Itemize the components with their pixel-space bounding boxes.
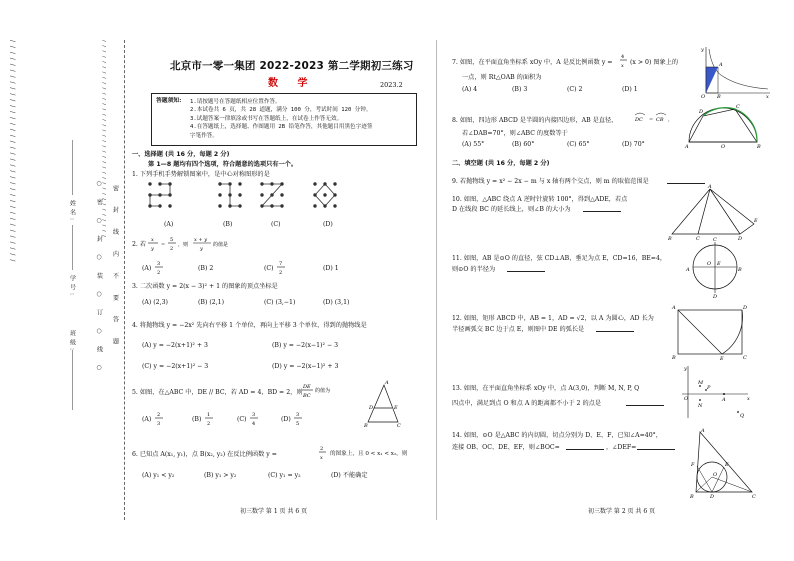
svg-text:4: 4 <box>252 421 256 427</box>
q2-fractions <box>148 234 258 256</box>
seal-text-2: 密 封 线 内 不 要 答 题 <box>111 185 119 352</box>
q3-option-b: (B) (2,1) <box>198 299 225 306</box>
name-label: 姓名: <box>68 200 76 224</box>
q4-option-b: (B) y = −2(x−1)² − 3 <box>272 342 339 349</box>
svg-text:DE: DE <box>303 384 311 390</box>
q2-text-post: 的值是 <box>213 242 229 248</box>
q10-rotation-figure <box>668 186 758 241</box>
q14-answer-blank-1 <box>566 444 604 450</box>
q12-line1: 12. 如图，矩形 ABCD 中，AB = 1，AD = √2，以 A 为圆心，AD 长为 <box>452 315 654 322</box>
svg-text:BC: BC <box>303 393 311 399</box>
svg-text:B: B <box>757 144 761 150</box>
q13-coordinate-figure <box>676 364 752 420</box>
q2-text-pre: 2. 若 <box>132 241 147 248</box>
class-line <box>72 350 73 410</box>
notice-head: 答题须知: <box>156 98 182 104</box>
svg-text:A: A <box>385 380 389 386</box>
q7-option-b: (B) 3 <box>512 86 528 93</box>
svg-text:1: 1 <box>207 412 211 418</box>
q6-text: 6. 已知点 A(x₁, y₁)，点 B(x₂, y₂) 在反比例函数 y = <box>132 451 277 458</box>
q14-line1: 14. 如图，⊙O 是△ABC 的内切圆，切点分别为 D、E、F，已知∠A=40°， <box>452 432 662 439</box>
q3-option-c: (C) (3,−1) <box>264 299 296 306</box>
svg-text:A: A <box>722 397 726 403</box>
q2-option-c-frac <box>277 259 289 277</box>
svg-text:O: O <box>701 94 706 100</box>
svg-text:x: x <box>766 94 769 100</box>
notice-rule: 2.本试卷共 6 页，共 28 道题，满分 100 分，考试时间 120 分钟。 <box>190 107 372 114</box>
q5-option-a-frac <box>155 410 167 428</box>
svg-text:DC: DC <box>635 117 643 123</box>
svg-text:3: 3 <box>252 412 256 418</box>
page-title: 北京市一零一集团 2022-2023 第二学期初三练习 <box>170 60 414 72</box>
q5-option-b-frac <box>205 410 217 428</box>
svg-text:7: 7 <box>279 261 283 267</box>
frac-den: y <box>200 246 203 252</box>
q13-answer-blank <box>626 400 664 406</box>
svg-text:，: ， <box>668 117 674 123</box>
q7-option-c: (C) 2 <box>567 86 583 93</box>
q6-option-a: (A) y₁ < y₂ <box>142 472 175 479</box>
q8-option-c: (C) 65° <box>567 141 590 148</box>
q8-option-d: (D) 70° <box>622 141 645 148</box>
svg-text:Q: Q <box>740 413 745 419</box>
q8-option-b: (B) 60° <box>512 141 535 148</box>
svg-text:A: A <box>701 428 705 434</box>
svg-text:B: B <box>717 94 721 100</box>
svg-text:C: C <box>736 104 740 110</box>
svg-text:N: N <box>698 403 703 409</box>
svg-text:B: B <box>672 355 676 361</box>
svg-text:B: B <box>738 267 742 273</box>
svg-text:C: C <box>696 236 700 242</box>
svg-text:y: y <box>701 47 704 53</box>
pattern-b <box>219 183 242 208</box>
svg-text:B: B <box>364 423 368 429</box>
q1-option-c: (C) <box>271 221 281 228</box>
footer-page-2: 初三数学 第 2 页 共 6 页 <box>588 508 656 515</box>
equals-sign: = <box>161 242 166 248</box>
name-line <box>72 140 73 195</box>
student-id-line <box>72 225 73 270</box>
footer-page-1: 初三数学 第 1 页 共 6 页 <box>240 508 308 515</box>
q2-option-a-label: (A) <box>142 265 152 272</box>
q2-option-b: (B) 2 <box>198 265 214 272</box>
frac-num: x <box>151 237 154 243</box>
svg-text:x: x <box>621 63 624 69</box>
q5-option-c-label: (C) <box>237 416 247 423</box>
svg-text:O: O <box>721 144 726 150</box>
pattern-d <box>314 183 337 208</box>
q8-option-a: (A) 55° <box>462 141 485 148</box>
svg-text:A: A <box>719 62 723 68</box>
q14-line2-mid: ，∠DEF= <box>606 444 637 451</box>
svg-text:2: 2 <box>320 446 324 452</box>
svg-text:A: A <box>672 305 676 311</box>
q11-circle-figure <box>676 237 746 300</box>
frac-num: 5 <box>170 237 174 243</box>
q4-option-a: (A) y = −2(x+1)² + 3 <box>142 342 208 349</box>
q5-option-d-label: (D) <box>281 416 291 423</box>
seal-text: ○ 密 ○ 封 ○ 装 ○ 订 ○ 线 ○ <box>95 180 103 377</box>
binding-margin <box>0 0 128 561</box>
class-label: 班级: <box>68 330 76 354</box>
notice-rule: 4.在答题纸上，选择题、作图题用 2B 铅笔作答，其他题目用黑色字迹签 <box>190 124 373 131</box>
svg-text:E: E <box>394 405 398 411</box>
svg-text:2: 2 <box>157 270 161 276</box>
svg-text:A: A <box>708 184 712 190</box>
frac-num: x + y <box>194 237 208 243</box>
slash-border-right: / / / / / / / / / / / / / / / / / / / / / / / / / / / / / / / / / / / / / / <box>100 40 107 238</box>
seal-dashed-line <box>124 40 125 520</box>
q1-option-a: (A) <box>164 221 174 228</box>
svg-text:3: 3 <box>157 421 161 427</box>
section2-title: 二、填空题 (共 16 分，每题 2 分) <box>452 160 550 167</box>
q1-option-d: (D) <box>323 221 333 228</box>
q11-answer-blank <box>507 266 545 272</box>
q9-text: 9. 若抛物线 y = x² − 2x − m 与 x 轴有两个交点，则 m 的取值范围是 <box>452 178 649 185</box>
page-divider <box>436 40 437 520</box>
q3-text: 3. 二次函数 y = 2(x − 3)² + 1 的图象的顶点坐标是 <box>132 283 278 290</box>
svg-text:P: P <box>707 385 711 391</box>
svg-text:的值为: 的值为 <box>315 388 331 394</box>
svg-text:E: E <box>720 356 724 362</box>
svg-text:B: B <box>668 236 672 242</box>
q4-option-d: (D) y = −2(x−1)² + 3 <box>272 363 339 370</box>
q5-option-a-label: (A) <box>142 416 152 423</box>
svg-text:CB: CB <box>656 117 664 123</box>
slash-border-left: / / / / / / / / / / / / / / / / / / / / / / / / / / / / / / / / / / / / / / <box>8 40 16 263</box>
svg-text:C: C <box>752 494 756 500</box>
q7-option-d: (D) 1 <box>622 86 638 93</box>
svg-text:3: 3 <box>157 261 161 267</box>
q3-option-a: (A) (2,3) <box>142 299 168 306</box>
frac-den: 2 <box>170 246 174 252</box>
svg-text:E: E <box>717 261 721 267</box>
svg-text:D: D <box>713 294 718 300</box>
q14-incircle-figure <box>690 428 760 498</box>
q6-option-b: (B) y₁ > y₂ <box>204 472 237 479</box>
q7-text: 7. 如图，在平面直角坐标系 xOy 中，A 是反比例函数 y = <box>452 59 613 66</box>
q5-option-d-frac <box>294 410 306 428</box>
q8-text: 8. 如图，四边形 ABCD 是半圆的内接四边形，AB 是直径， <box>452 117 618 124</box>
q7-text-post: (x > 0) 图象上的 <box>630 59 679 66</box>
notice-rule: 1.请按题号在答题纸相应位置作答。 <box>190 99 281 105</box>
frac-den: y <box>151 246 154 252</box>
pattern-a <box>149 183 172 208</box>
q5-option-b-label: (B) <box>192 416 202 423</box>
q5-text: 5. 如图，在△ABC 中，DE // BC，若 AD = 4，BD = 2，则 <box>132 389 303 396</box>
q10-line2: D 在线段 BC 的延长线上，则∠B 的大小为 <box>452 206 571 213</box>
q10-answer-blank <box>583 206 621 212</box>
pattern-c <box>261 183 284 208</box>
svg-text:M: M <box>698 380 704 386</box>
svg-text:D: D <box>738 236 743 242</box>
section1-intro: 第 1—8 题均有四个选项，符合题意的选项只有一个。 <box>148 161 298 168</box>
svg-text:O: O <box>713 472 718 478</box>
q8-arc-notation <box>634 110 684 124</box>
q9-answer-blank <box>667 178 705 184</box>
student-id-label: 学号: <box>68 275 76 299</box>
q5-fraction <box>302 382 342 400</box>
q1-dot-patterns <box>148 182 418 222</box>
svg-text:y: y <box>684 366 687 372</box>
q2-option-a-frac <box>155 259 167 277</box>
svg-text:2: 2 <box>279 270 283 276</box>
svg-text:C: C <box>397 423 401 429</box>
q2-option-d: (D) 1 <box>323 265 339 272</box>
svg-text:2: 2 <box>207 421 211 427</box>
svg-text:A: A <box>686 267 690 273</box>
q2-option-c-label: (C) <box>264 265 274 272</box>
svg-text:C: C <box>713 237 717 243</box>
q10-line1: 10. 如图，△ABC 绕点 A 逆时针旋转 100°，得到△ADE，若点 <box>452 196 628 203</box>
svg-text:F: F <box>691 462 695 468</box>
q12-answer-blank <box>596 326 634 332</box>
q6-option-c: (C) y₁ = y₂ <box>268 472 301 479</box>
q8-line2: 若∠DAB=70°，则∠ABC 的度数等于 <box>462 130 568 137</box>
svg-text:=: = <box>649 117 654 123</box>
q14-line2-pre: 连接 OB、OC、DE、EF，则∠BOC= <box>452 444 560 451</box>
svg-text:D: D <box>699 109 704 115</box>
q5-option-c-frac <box>250 410 262 428</box>
q11-line2: 则⊙O 的半径为 <box>452 266 496 273</box>
svg-text:D: D <box>369 405 374 411</box>
q8-semicircle-figure <box>685 104 763 148</box>
svg-text:O: O <box>707 261 712 267</box>
q6-option-d: (D) 不能确定 <box>331 472 368 479</box>
subject-title: 数 学 <box>268 78 316 89</box>
svg-text:B: B <box>690 494 694 500</box>
q4-option-c: (C) y = −2(x+1)² − 3 <box>142 363 209 370</box>
svg-text:x: x <box>320 455 323 461</box>
q13-line2: 四点中，满足到点 O 和点 A 的距离都不小于 2 的点是 <box>452 400 602 407</box>
notice-rule: 3.试题答案一律填涂或书写在答题纸上，在试卷上作答无效。 <box>190 115 343 122</box>
q1-text: 1. 下列手机手势解锁图案中，是中心对称图形的是 <box>132 171 270 178</box>
svg-text:D: D <box>710 494 715 500</box>
q7-line2: 一点，则 Rt△OAB 的面积为 <box>462 74 542 81</box>
q12-rectangle-figure <box>672 304 748 360</box>
svg-text:3: 3 <box>296 412 300 418</box>
section1-title: 一、选择题 (共 16 分，每题 2 分) <box>132 151 230 158</box>
q11-line1: 11. 如图，AB 是⊙O 的直径，弦 CD⊥AB，垂足为点 E，CD=16，BE=4， <box>452 255 667 262</box>
q1-option-b: (B) <box>223 221 233 228</box>
svg-text:E: E <box>725 462 729 468</box>
q7-option-a: (A) 4 <box>462 86 478 93</box>
q6-text-post: 的图象上，且 0 < x₁ < x₂，则 <box>330 451 408 457</box>
svg-text:A: A <box>685 144 689 150</box>
q5-triangle-figure <box>362 380 402 428</box>
q7-hyperbola-figure <box>700 45 772 100</box>
svg-text:2: 2 <box>157 412 161 418</box>
svg-text:D: D <box>743 305 748 311</box>
q4-text: 4. 将抛物线 y = −2x² 先向右平移 1 个单位，再向上平移 3 个单位，得到的抛物线是 <box>132 322 367 329</box>
notice-rules <box>190 98 412 140</box>
svg-text:E: E <box>754 218 758 224</box>
q3-option-d: (D) (3,1) <box>323 299 350 306</box>
notice-box <box>151 93 417 146</box>
svg-text:5: 5 <box>296 421 300 427</box>
q14-answer-blank-2 <box>637 444 675 450</box>
q12-line2: 半径画弧交 BC 边于点 E，则图中 DE 的弧长是 <box>452 326 585 333</box>
svg-text:O: O <box>684 396 689 402</box>
notice-rule: 字笔作答。 <box>190 132 218 139</box>
svg-text:x: x <box>747 396 750 402</box>
exam-date: 2023.2 <box>380 81 403 89</box>
q2-text-mid: ，则 <box>178 242 189 248</box>
q13-line1: 13. 如图，在平面直角坐标系 xOy 中，点 A(3,0)，判断 M, N, P, Q <box>452 385 640 392</box>
svg-text:4: 4 <box>621 54 625 60</box>
svg-text:C: C <box>743 355 747 361</box>
